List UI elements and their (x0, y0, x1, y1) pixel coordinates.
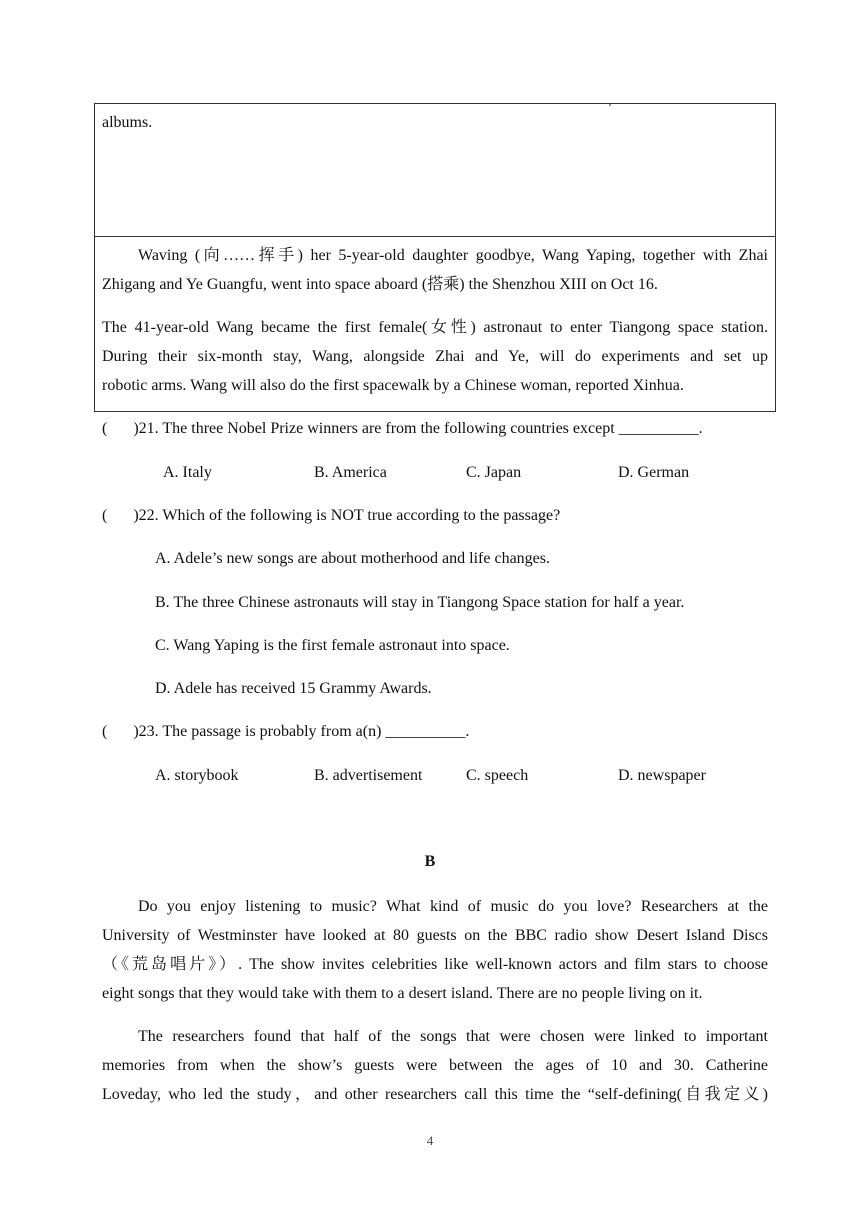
option-a: A. Adele’s new songs are about motherhood and life changes. (155, 550, 551, 567)
answer-paren: ( (102, 507, 108, 524)
answer-paren: ( (102, 723, 108, 740)
question-21 (102, 420, 703, 438)
answer-paren: ( (102, 420, 108, 437)
question-22 (102, 507, 560, 525)
question-stem: )22. Which of the following is NOT true according to the passage? (133, 507, 561, 524)
question-stem: )23. The passage is probably from a(n) __________. (133, 723, 470, 740)
question-23 (102, 723, 469, 741)
passage-paragraph-1-line-1: Waving (向……挥手) her 5-year-old daughter goodbye, Wang Yaping, together with Zhai (138, 247, 768, 264)
page-number: 4 (426, 1133, 434, 1148)
section-b-paragraph-2-line-3: Loveday, who led the study，and other researchers call this time the “self-defining(自我定义) (102, 1086, 768, 1103)
passage-paragraph-2-line-3: robotic arms. Wang will also do the first spacewalk by a Chinese woman, reported Xinhua. (102, 377, 684, 394)
option-d: D. newspaper (618, 767, 706, 784)
option-d: D. German (618, 464, 690, 481)
section-heading: B (424, 853, 436, 870)
option-c: C. Wang Yaping is the first female astronaut into space. (155, 637, 510, 654)
option-b: B. The three Chinese astronauts will stay in Tiangong Space station for half a year. (155, 594, 685, 611)
question-stem: )21. The three Nobel Prize winners are from the following countries except __________. (133, 420, 703, 437)
option-c: C. speech (466, 767, 529, 784)
scan-dot (609, 104, 611, 106)
section-b-paragraph-2-line-2: memories from when the show’s guests were between the ages of 10 and 30. Catherine (102, 1057, 768, 1074)
section-b-paragraph-2-line-1: The researchers found that half of the songs that were chosen were linked to important (138, 1028, 768, 1045)
passage-paragraph-2-line-1: The 41-year-old Wang became the first female(女性) astronaut to enter Tiangong space station. (102, 319, 768, 336)
option-a: A. storybook (155, 767, 239, 784)
option-c: C. Japan (466, 464, 522, 481)
option-b: B. America (314, 464, 387, 481)
passage-paragraph-1-line-2: Zhigang and Ye Guangfu, went into space aboard (搭乘) the Shenzhou XIII on Oct 16. (102, 276, 658, 293)
passage-box-top (94, 103, 776, 237)
option-a: A. Italy (163, 464, 212, 481)
option-d: D. Adele has received 15 Grammy Awards. (155, 680, 432, 697)
passage-paragraph-2-line-2: During their six-month stay, Wang, alongside Zhai and Ye, will do experiments and set up (102, 348, 768, 365)
section-b-paragraph-1-line-3: （《荒岛唱片》）. The show invites celebrities like well-known actors and film stars to choose (102, 956, 768, 973)
section-b-paragraph-1-line-1: Do you enjoy listening to music? What kind of music do you love? Researchers at the (138, 898, 768, 915)
section-b-paragraph-1-line-2: University of Westminster have looked at 80 guests on the BBC radio show Desert Island Discs (102, 927, 768, 944)
option-b: B. advertisement (314, 767, 423, 784)
box-top-text: albums. (102, 114, 153, 131)
section-b-paragraph-1-line-4: eight songs that they would take with them to a desert island. There are no people living on it. (102, 985, 703, 1002)
